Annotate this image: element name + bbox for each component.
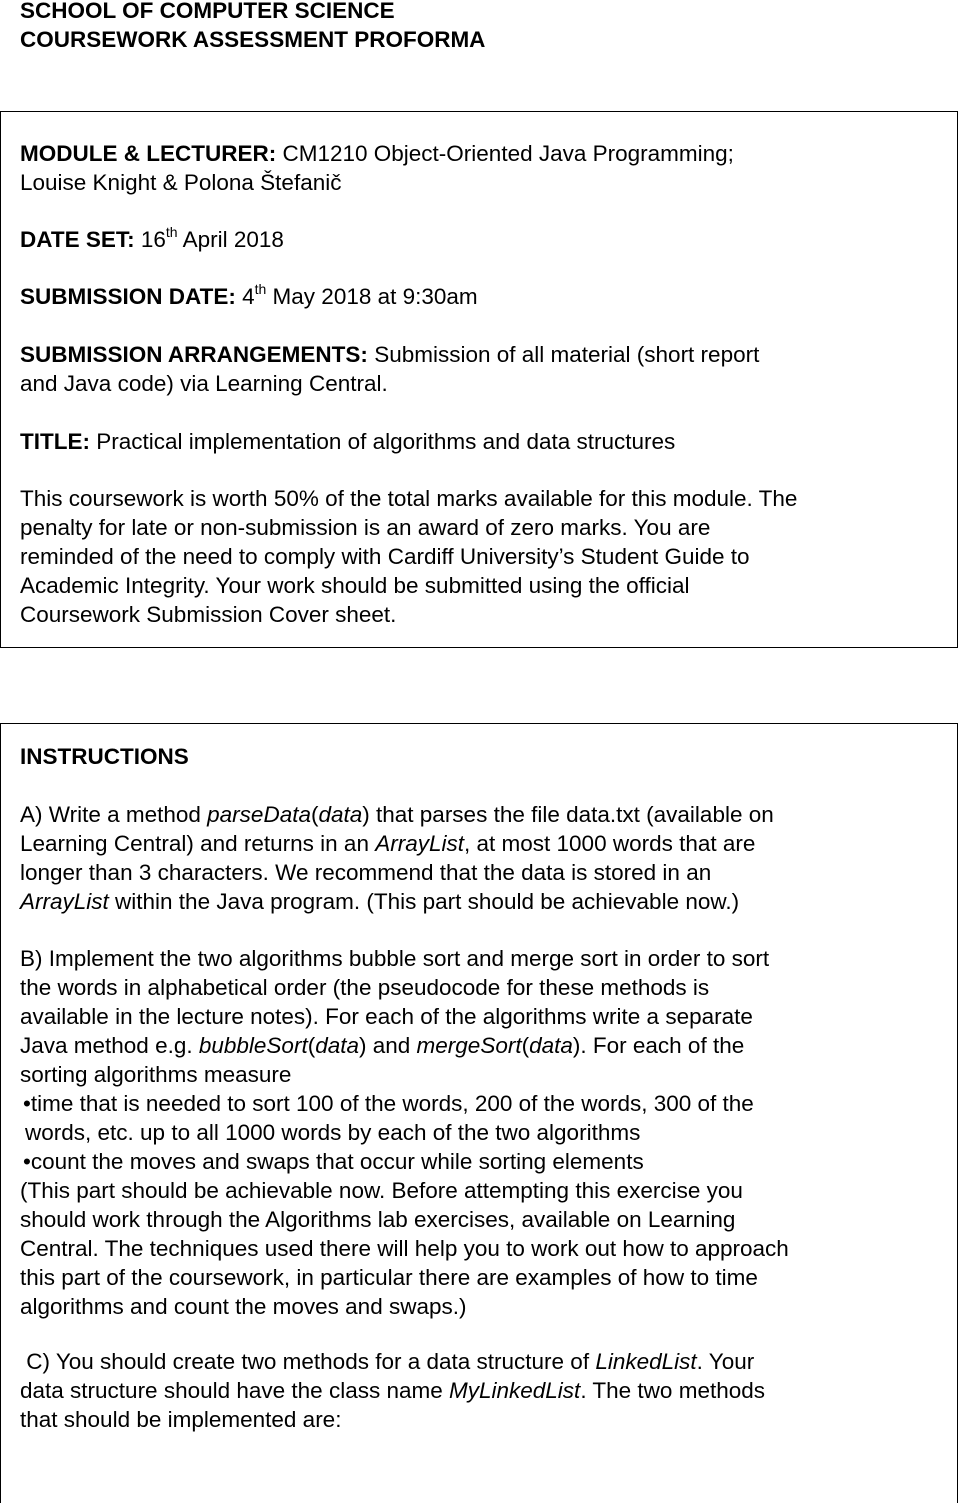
b-method-name: bubbleSort: [198, 1033, 308, 1058]
b-note-line: algorithms and count the moves and swaps.): [20, 1294, 467, 1319]
c-text: . The two methods: [580, 1378, 765, 1403]
notice-line: Academic Integrity. Your work should be submitted using the official: [20, 573, 690, 598]
b-note-line: (This part should be achievable now. Before attempting this exercise you: [20, 1178, 743, 1203]
submission-arrangements: [20, 340, 759, 398]
instruction-b: [20, 944, 789, 1321]
b-note-line: should work through the Algorithms lab exercises, available on Learning: [20, 1207, 736, 1232]
module-value: CM1210 Object-Oriented Java Programming;: [276, 141, 734, 166]
document-header: [20, 0, 485, 54]
b-method-name: mergeSort: [416, 1033, 522, 1058]
school-name: SCHOOL OF COMPUTER SCIENCE: [20, 0, 395, 23]
date-set-day: 16: [134, 227, 166, 252]
submission-date-label: SUBMISSION DATE:: [20, 284, 236, 309]
notice-line: penalty for late or non-submission is an award of zero marks. You are: [20, 515, 711, 540]
c-class-name: LinkedList: [595, 1349, 697, 1374]
a-class-name: ArrayList: [375, 831, 464, 856]
instructions-heading: INSTRUCTIONS: [20, 744, 189, 769]
title-value: Practical implementation of algorithms and data structures: [89, 429, 676, 454]
a-arg: data: [318, 802, 363, 827]
a-paren: (: [310, 802, 319, 827]
c-text: that should be implemented are:: [20, 1407, 342, 1432]
title-label: TITLE:: [20, 429, 90, 454]
a-text: ) that parses the file data.txt (available on: [362, 802, 774, 827]
module-details-box: [0, 111, 958, 648]
assessment-notice: [20, 484, 797, 629]
bullet-item-continued: words, etc. up to all 1000 words by each of the two algorithms: [25, 1120, 641, 1145]
module-lecturer: [20, 139, 734, 197]
c-text: . Your: [696, 1349, 755, 1374]
bullet-item: •time that is needed to sort 100 of the words, 200 of the words, 300 of the: [23, 1091, 754, 1116]
b-note-line: this part of the coursework, in particular there are examples of how to time: [20, 1265, 758, 1290]
module-label: MODULE & LECTURER:: [20, 141, 277, 166]
submission-date: [20, 282, 478, 311]
bullet-item: •count the moves and swaps that occur while sorting elements: [23, 1149, 644, 1174]
proforma-title: COURSEWORK ASSESSMENT PROFORMA: [20, 27, 486, 52]
notice-line: This coursework is worth 50% of the total marks available for this module. The: [20, 486, 798, 511]
a-method-name: parseData: [207, 802, 311, 827]
notice-line: Coursework Submission Cover sheet.: [20, 602, 397, 627]
submission-date-ordinal: th: [254, 281, 267, 297]
instructions-box: [0, 723, 958, 1503]
b-text: B) Implement the two algorithms bubble sort and merge sort in order to sort: [20, 946, 770, 971]
b-text: sorting algorithms measure: [20, 1062, 292, 1087]
notice-line: reminded of the need to comply with Cardiff University’s Student Guide to: [20, 544, 750, 569]
instruction-a: [20, 800, 774, 916]
c-text: C) You should create two methods for a data structure of: [20, 1349, 596, 1374]
instruction-c: [20, 1347, 765, 1434]
submission-date-day: 4: [235, 284, 255, 309]
lecturer-names: Louise Knight & Polona Štefanič: [20, 170, 342, 195]
date-set-label: DATE SET:: [20, 227, 135, 252]
c-text: data structure should have the class name: [20, 1378, 449, 1403]
a-text: within the Java program. (This part should be achievable now.): [108, 889, 740, 914]
c-class-name: MyLinkedList: [449, 1378, 581, 1403]
arrangements-label: SUBMISSION ARRANGEMENTS:: [20, 342, 368, 367]
b-note-line: Central. The techniques used there will help you to work out how to approach: [20, 1236, 789, 1261]
b-paren: (: [307, 1033, 316, 1058]
a-text: A) Write a method: [20, 802, 208, 827]
arrangements-line-2: and Java code) via Learning Central.: [20, 371, 388, 396]
b-text: available in the lecture notes). For each of the algorithms write a separate: [20, 1004, 753, 1029]
b-text: ). For each of the: [572, 1033, 745, 1058]
submission-date-rest: May 2018 at 9:30am: [266, 284, 478, 309]
b-arg: data: [529, 1033, 573, 1058]
b-text: the words in alphabetical order (the pseudocode for these methods is: [20, 975, 710, 1000]
date-set: [20, 225, 284, 254]
b-arg: data: [315, 1033, 359, 1058]
a-text: longer than 3 characters. We recommend that the data is stored in an: [20, 860, 712, 885]
a-text: , at most 1000 words that are: [464, 831, 756, 856]
arrangements-line-1: Submission of all material (short report: [367, 342, 760, 367]
b-text: ) and: [359, 1033, 417, 1058]
a-text: Learning Central) and returns in an: [20, 831, 376, 856]
date-set-rest: April 2018: [177, 227, 284, 252]
a-class-name: ArrayList: [20, 889, 109, 914]
b-text: Java method e.g.: [20, 1033, 199, 1058]
b-paren: (: [521, 1033, 530, 1058]
coursework-title: [20, 427, 675, 456]
date-set-ordinal: th: [165, 224, 178, 240]
